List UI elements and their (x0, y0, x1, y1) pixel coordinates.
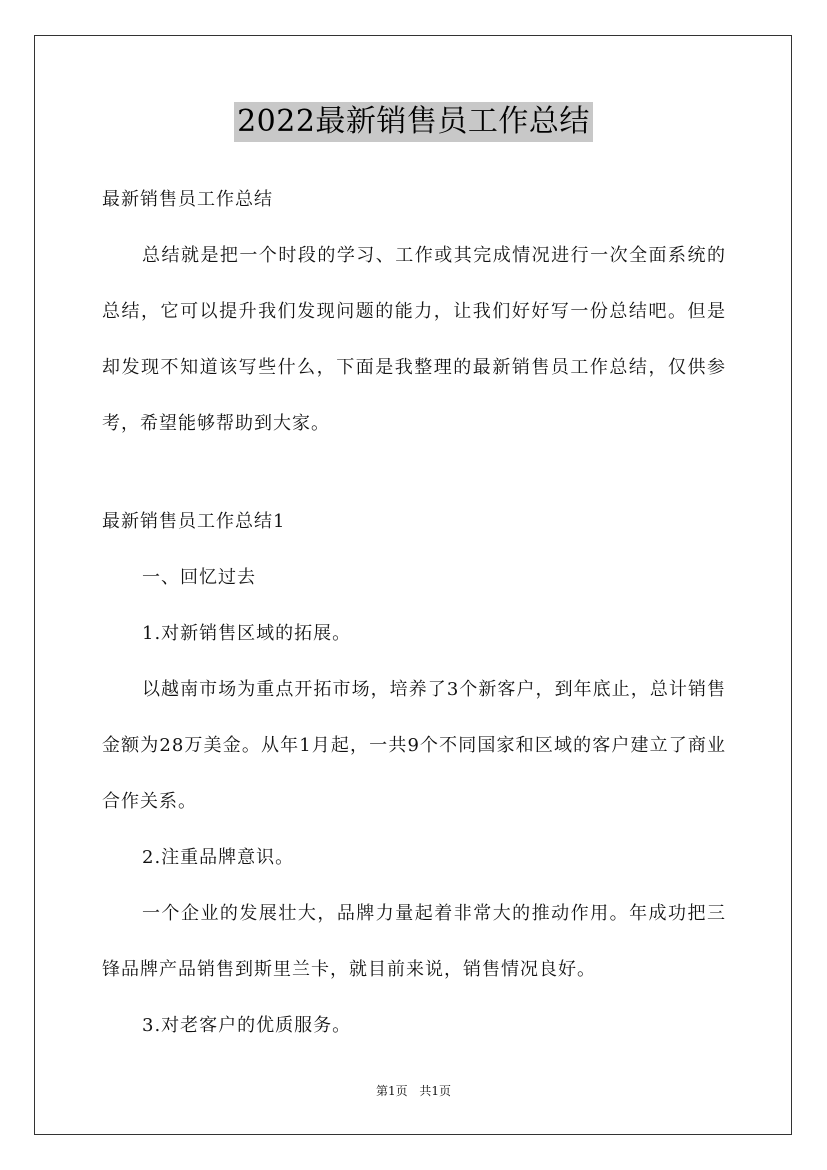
title-container (0, 102, 827, 142)
item1-title: 1.对新销售区域的拓展。 (142, 623, 352, 644)
item1-body: 以越南市场为重点开拓市场，培养了3个新客户，到年底止，总计销售金额为28万美金。从年1月起，一共9个不同国家和区域的客户建立了商业合作关系。 (102, 679, 726, 812)
item3-title: 3.对老客户的优质服务。 (142, 1015, 352, 1036)
section-heading: 最新销售员工作总结 (102, 189, 273, 210)
section1-heading: 最新销售员工作总结1 (102, 511, 286, 532)
page-number: 第1页 (375, 1084, 408, 1098)
intro-paragraph: 总结就是把一个时段的学习、工作或其完成情况进行一次全面系统的总结，它可以提升我们发现问题的能力，让我们好好写一份总结吧。但是却发现不知道该写些什么，下面是我整理的最新销售员工作总结，仅供参考，希望能够帮助到大家。 (102, 245, 726, 434)
item2-body: 一个企业的发展壮大，品牌力量起着非常大的推动作用。年成功把三锋品牌产品销售到斯里兰卡，就目前来说，销售情况良好。 (102, 903, 726, 980)
document-title: 2022最新销售员工作总结 (234, 102, 593, 142)
subheading-review: 一、回忆过去 (142, 567, 256, 588)
page-total: 共1页 (419, 1084, 452, 1098)
document-body (102, 172, 726, 1054)
item2-title: 2.注重品牌意识。 (142, 847, 295, 868)
paragraph-gap (102, 452, 726, 494)
page-footer (0, 1082, 827, 1099)
